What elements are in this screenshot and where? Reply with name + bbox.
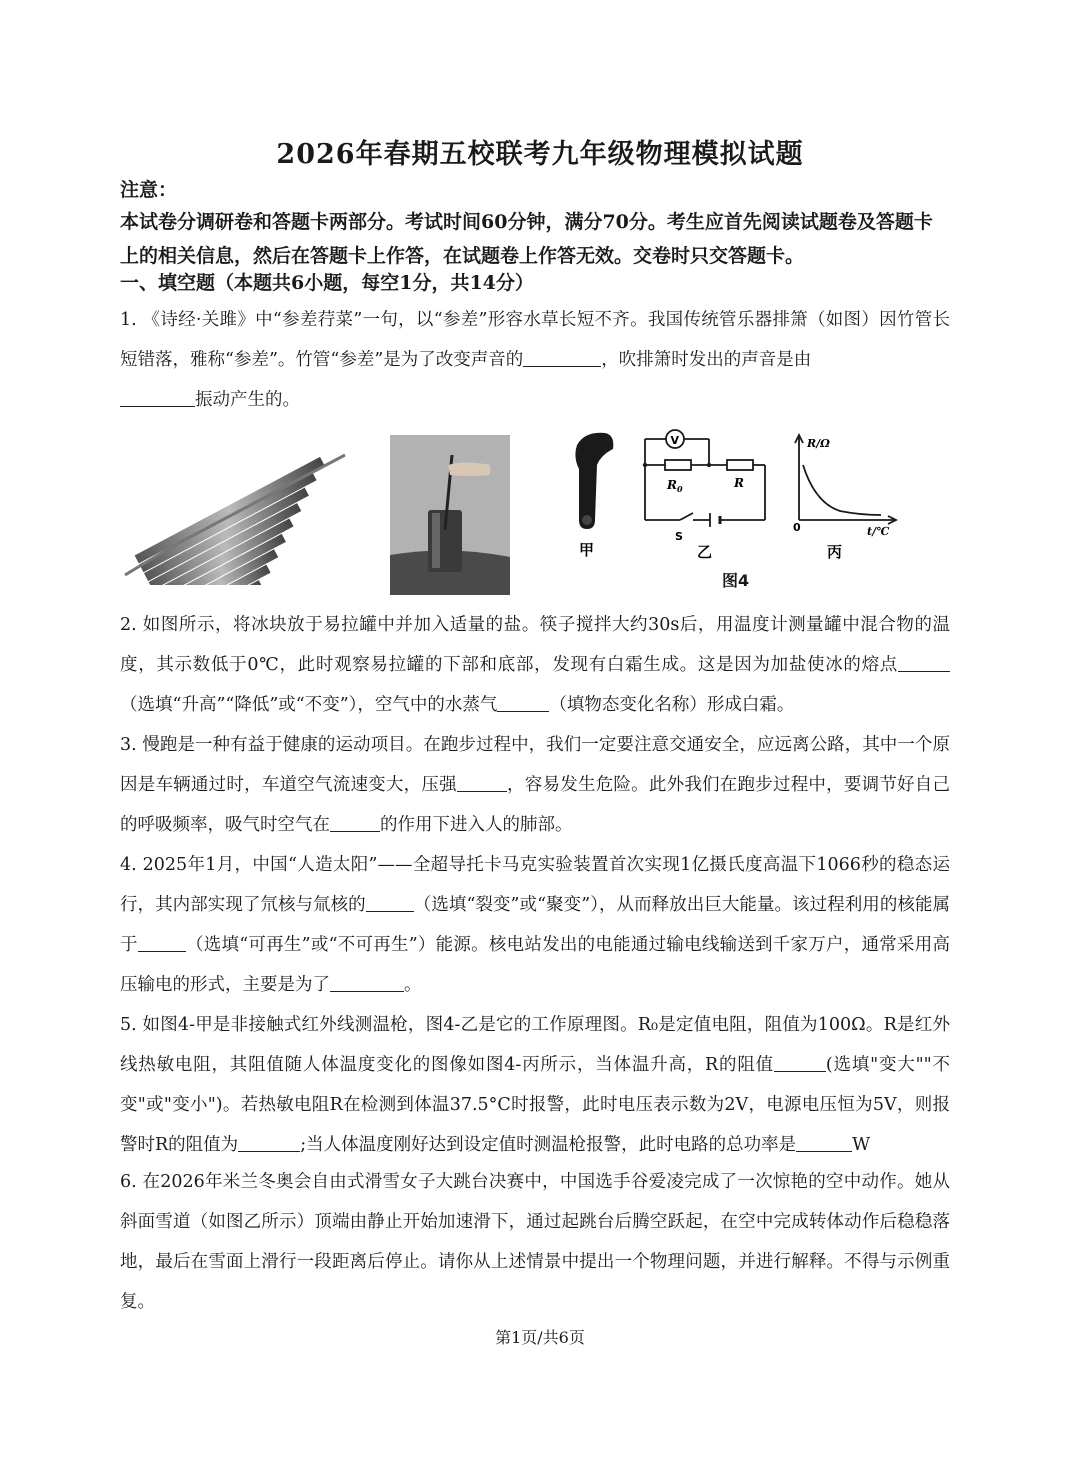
question-3 [120, 725, 950, 845]
circuit-diagram [635, 425, 775, 565]
question-2 [120, 605, 950, 725]
q5-blank-3[interactable] [796, 1133, 852, 1152]
q1-text-2: ，吹排箫时发出的声音是由 [601, 350, 812, 370]
graph-x-axis-label: t/℃ [867, 525, 890, 538]
q4-text-2: （选填“裂变”或“聚变”），从而释放出巨大能量。该过程利用的核能属于 [120, 895, 950, 955]
q6-text: 6. 在2026年米兰冬奥会自由式滑雪女子大跳台决赛中，中国选手谷爱凌完成了一次惊艳的空中动作。她从斜面雪道（如图乙所示）顶端由静止开始加速滑下，通过起跳台后腾空跃起，在空中完成转体动作后稳稳落地，最后在雪面上滑行一段距离后停止。请你从上述情景中提出一个物理问题，并进行解释。不得与示例重复。 [120, 1172, 950, 1312]
q2-text-2: （选填“升高”“降低”或“不变”），空气中的水蒸气 [120, 695, 498, 715]
voltmeter-label: V [670, 434, 680, 447]
question-4 [120, 845, 950, 1005]
graph-y-axis-label: R/Ω [807, 437, 830, 450]
infrared-thermometer-image [565, 425, 625, 565]
q1-text-1: 1. 《诗经·关雎》中“参差荇菜”一句，以“参差”形容水草长短不齐。我国传统管乐器排箫（如图）因竹管长短错落，雅称“参差”。竹管“参差”是为了改变声音的 [120, 310, 950, 370]
question-5 [120, 1005, 950, 1165]
q1-blank-1[interactable] [523, 348, 601, 367]
fig-label-yi: 乙 [697, 543, 713, 561]
question-1 [120, 300, 950, 420]
q4-text-3: （选填“可再生”或“不可再生”）能源。核电站发出的电能通过输电线输送到千家万户，通常采用高压输电的形式，主要是为了 [120, 935, 950, 995]
page-footer: 第1页/共6页 [495, 1328, 585, 1347]
q2-text-3: （填物态变化名称）形成白霜。 [549, 695, 795, 715]
notice-text: 本试卷分调研卷和答题卡两部分。考试时间60分钟，满分70分。考生应首先阅读试题卷及答题卡上的相关信息，然后在答题卡上作答，在试题卷上作答无效。交卷时只交答题卡。 [120, 211, 933, 267]
q4-blank-3[interactable] [330, 973, 404, 992]
q1-blank-2[interactable] [120, 388, 195, 407]
q5-blank-1[interactable] [774, 1053, 826, 1072]
fig-label-jia: 甲 [579, 541, 595, 559]
q5-text-1: 5. 如图4-甲是非接触式红外线测温枪，图4-乙是它的工作原理图。R₀是定值电阻，阻值为100Ω。R是红外线热敏电阻，其阻值随人体温度变化的图像如图4-丙所示，当体温升高，R的阻值 [120, 1015, 950, 1075]
q4-blank-1[interactable] [366, 893, 414, 912]
q3-blank-2[interactable] [330, 813, 380, 832]
section-heading: 一、填空题（本题共6小题，每空1分，共14分） [120, 272, 534, 294]
q2-text-1: 2. 如图所示，将冰块放于易拉罐中并加入适量的盐。筷子搅拌大约30s后，用温度计测量罐中混合物的温度，其示数低于0℃，此时观察易拉罐的下部和底部，发现有白霜生成。这是因为加盐使冰的熔点 [120, 615, 950, 675]
q4-text-4: 。 [404, 975, 422, 995]
page-title: 2026年春期五校联考九年级物理模拟试题 [276, 139, 804, 170]
q5-text-4: W [852, 1135, 871, 1155]
q3-text-3: 的作用下进入人的肺部。 [380, 815, 573, 835]
r0-label: $R_0$ [667, 478, 683, 494]
switch-label: S [675, 530, 683, 543]
q3-blank-1[interactable] [457, 773, 507, 792]
q2-blank-2[interactable] [497, 693, 549, 712]
notice-label: 注意： [120, 179, 178, 201]
q3-text-2: ，容易发生危险。此外我们在跑步过程中，要调节好自己的呼吸频率，吸气时空气在 [120, 775, 951, 835]
q4-blank-2[interactable] [138, 933, 186, 952]
question-6 [120, 1162, 950, 1322]
q5-text-2: (选填"变大""不变"或"变小")。若热敏电阻R在检测到体温37.5°C时报警，此时电压表示数为2V，电源电压恒为5V，则报警时R的阻值为 [120, 1055, 950, 1155]
q5-text-3: ;当人体温度刚好达到设定值时测温枪报警，此时电路的总功率是 [300, 1135, 797, 1155]
resistance-temperature-graph [785, 425, 905, 565]
ice-can-photo [390, 435, 510, 595]
q5-blank-2[interactable] [238, 1133, 300, 1152]
q3-text-1: 3. 慢跑是一种有益于健康的运动项目。在跑步过程中，我们一定要注意交通安全，应远离公路，其中一个原因是车辆通过时，车道空气流速变大，压强 [120, 735, 950, 795]
q2-blank-1[interactable] [898, 653, 950, 672]
panpipe-image [115, 435, 355, 585]
graph-origin-label: 0 [793, 521, 801, 534]
r-label: R [734, 476, 744, 490]
q1-text-3: 振动产生的。 [195, 390, 300, 410]
figure-caption: 图4 [722, 571, 750, 590]
fig-label-bing: 丙 [827, 543, 843, 561]
figures-row [110, 425, 960, 595]
q4-text-1: 4. 2025年1月，中国“人造太阳”——全超导托卡马克实验装置首次实现1亿摄氏度高温下1066秒的稳态运行，其内部实现了氘核与氚核的 [120, 855, 950, 915]
